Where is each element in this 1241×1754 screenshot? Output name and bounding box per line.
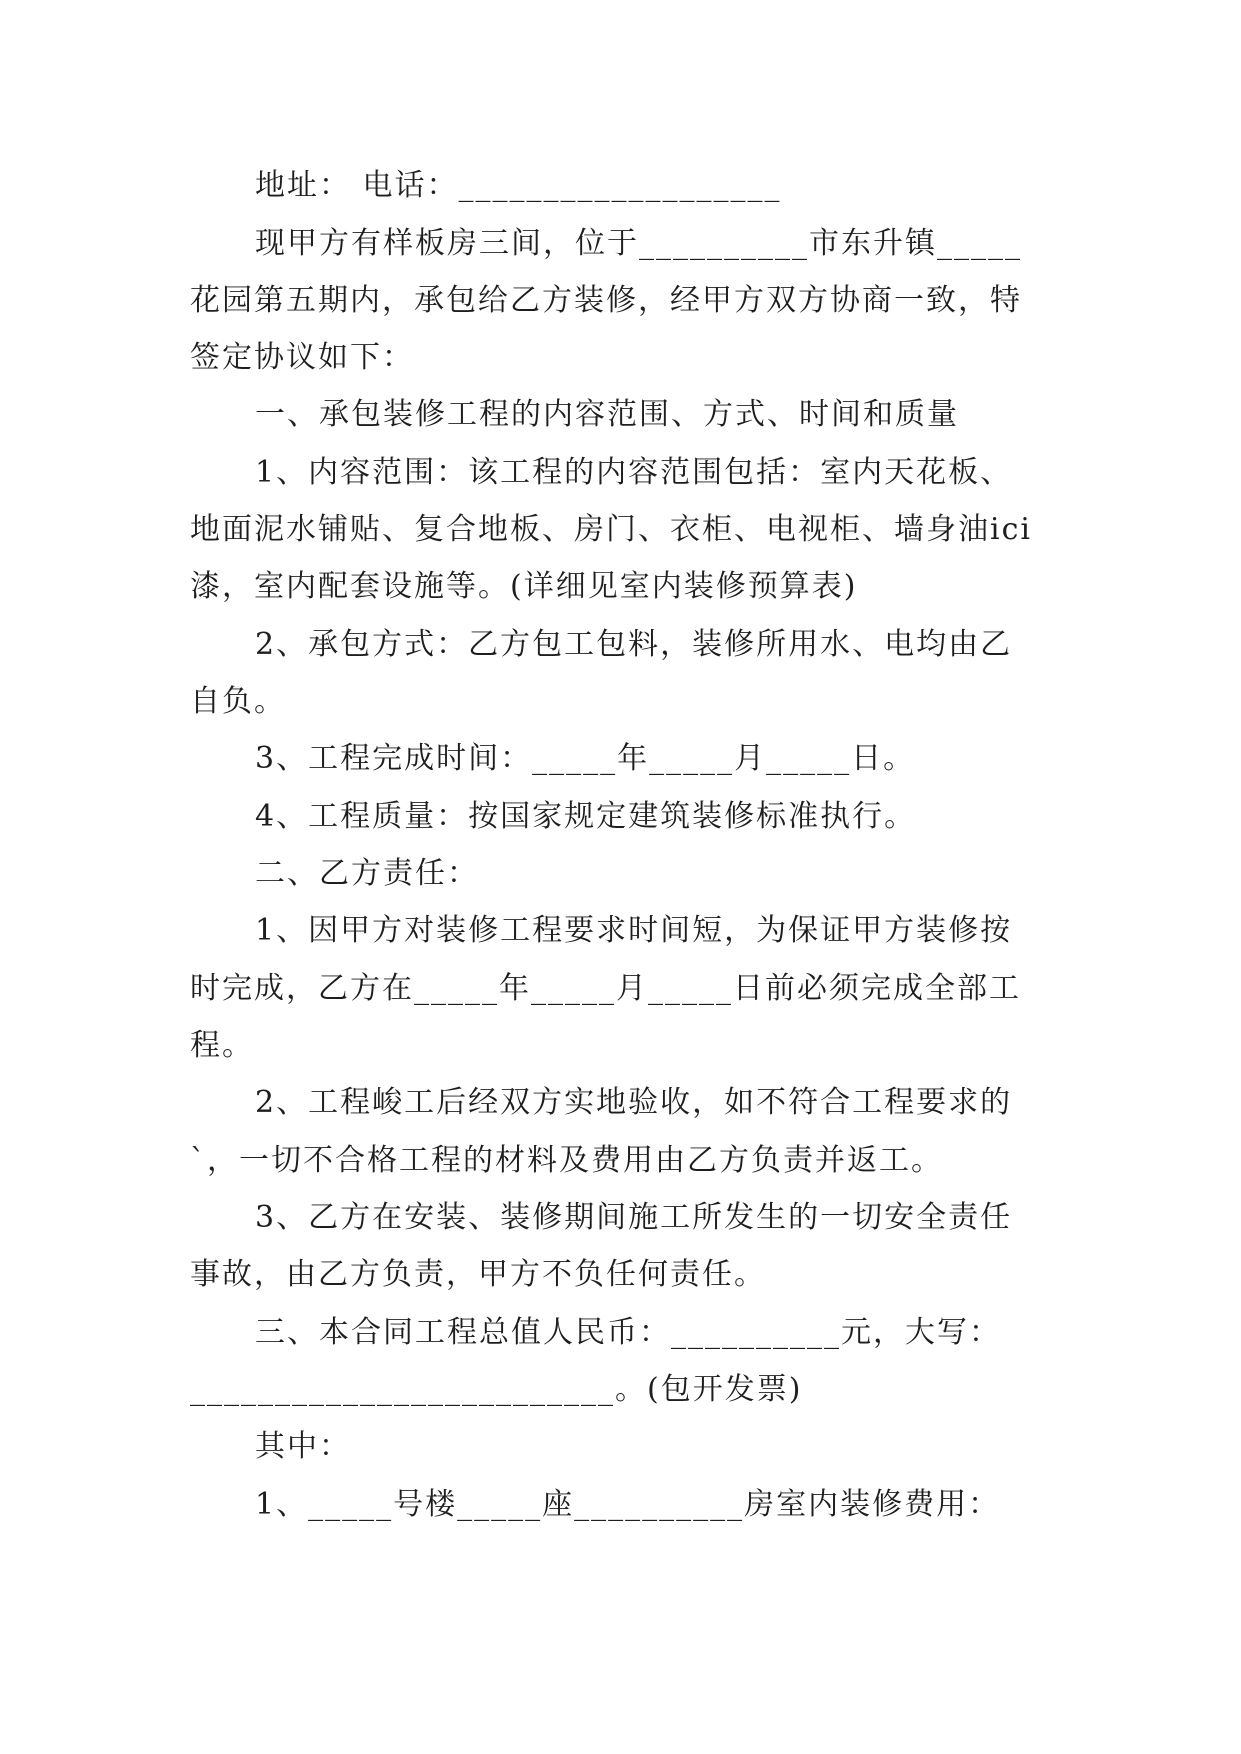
paragraph-line: 1、内容范围：该工程的内容范围包括：室内天花板、: [255, 455, 1013, 490]
section-heading: 二、乙方责任：: [255, 856, 479, 891]
paragraph-line: `，一切不合格工程的材料及费用由乙方负责并返工。: [190, 1143, 943, 1178]
section-heading: 三、本合同工程总值人民币：__________元，大写：: [255, 1315, 1001, 1350]
paragraph-line: 事故，由乙方负责，甲方不负任何责任。: [190, 1257, 766, 1292]
paragraph-line: 2、工程峻工后经双方实地验收，如不符合工程要求的: [255, 1085, 1013, 1120]
paragraph-line: 4、工程质量：按国家规定建筑装修标准执行。: [255, 799, 917, 834]
paragraph-line: 时完成，乙方在_____年_____月_____日前必须完成全部工: [190, 971, 1021, 1006]
paragraph-line: 3、工程完成时间：_____年_____月_____日。: [255, 741, 916, 776]
paragraph-line: 花园第五期内，承包给乙方装修，经甲方双方协商一致，特: [190, 283, 1022, 318]
paragraph-line: _________________________。(包开发票): [190, 1372, 803, 1407]
paragraph-line: 程。: [190, 1028, 254, 1063]
paragraph-line: 自负。: [190, 684, 286, 719]
paragraph-line: 其中：: [255, 1429, 351, 1464]
paragraph-line: 3、乙方在安装、装修期间施工所发生的一切安全责任: [255, 1200, 1013, 1235]
paragraph-line: 1、因甲方对装修工程要求时间短，为保证甲方装修按: [255, 913, 1013, 948]
paragraph-line: 2、承包方式：乙方包工包料，装修所用水、电均由乙: [255, 627, 1013, 662]
paragraph-line: 地面泥水铺贴、复合地板、房门、衣柜、电视柜、墙身油ici: [190, 512, 1032, 547]
paragraph-line: 漆，室内配套设施等。(详细见室内装修预算表): [190, 569, 858, 604]
address-phone-line: 地址： 电话：___________________: [255, 168, 782, 203]
paragraph-line: 1、_____号楼_____座__________房室内装修费用：: [255, 1487, 1001, 1522]
paragraph-line: 现甲方有样板房三间，位于__________市东升镇_____: [255, 226, 1022, 261]
paragraph-line: 签定协议如下：: [190, 340, 414, 375]
section-heading: 一、承包装修工程的内容范围、方式、时间和质量: [255, 397, 959, 432]
